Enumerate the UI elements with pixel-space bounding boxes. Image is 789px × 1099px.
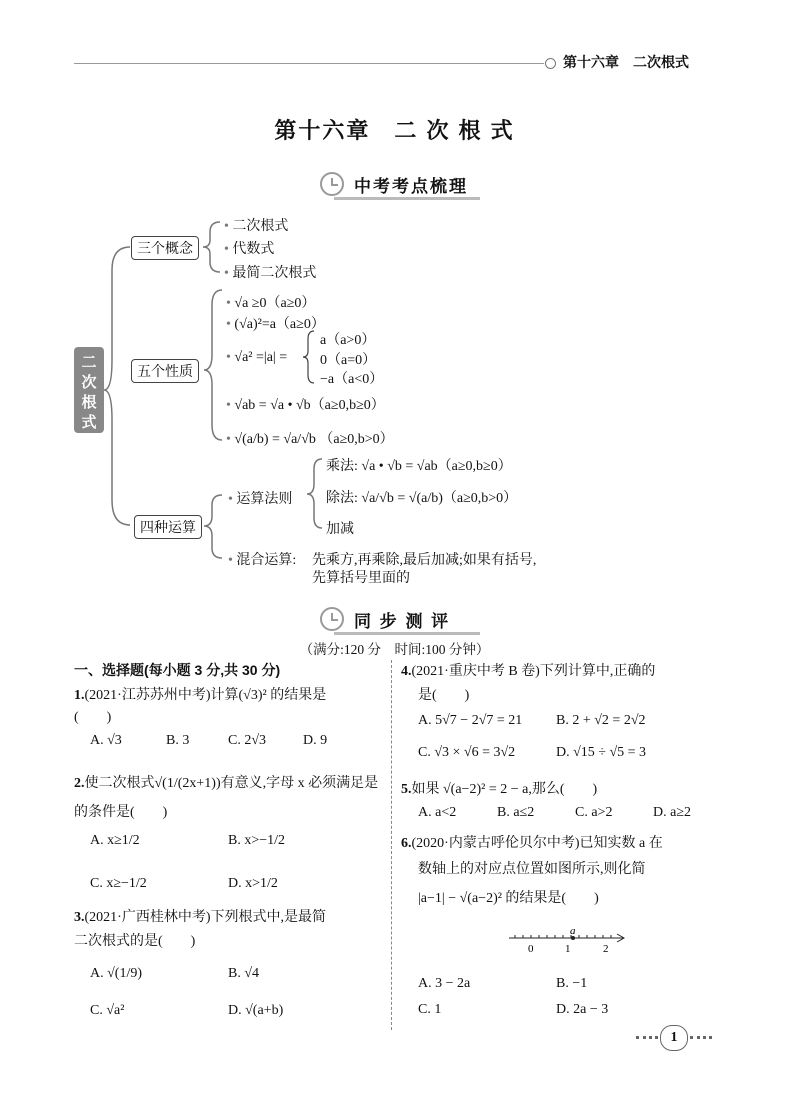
score-info: （满分:120 分 时间:100 分钟） xyxy=(299,642,490,657)
option[interactable]: A. a<2 xyxy=(418,805,457,820)
option[interactable]: A. √(1/9) xyxy=(90,966,143,981)
rule-multiply: 乘法: √a • √b = √ab（a≥0,b≥0） xyxy=(326,459,512,474)
option[interactable]: D. a≥2 xyxy=(653,805,692,820)
section-banner-review: 中考考点梳理 xyxy=(320,172,480,198)
page-dots-right xyxy=(690,1036,712,1039)
concept-item: • 最简二次根式 xyxy=(224,266,317,281)
running-header: 第十六章 二次根式 xyxy=(563,54,689,70)
concept-item: • 二次根式 xyxy=(224,219,289,234)
mixed-label: • 混合运算: xyxy=(228,553,297,568)
question-4-cont: 是( ) xyxy=(418,688,470,703)
question-2: 2.使二次根式√(1/(2x+1))有意义,字母 x 必须满足是 xyxy=(74,776,379,791)
chapter-title: 第十六章 二 次 根 式 xyxy=(274,118,515,143)
question-2-cont: 的条件是( ) xyxy=(74,805,168,820)
column-divider xyxy=(391,660,392,1030)
properties-box: 五个性质 xyxy=(131,359,199,383)
option[interactable]: B. √4 xyxy=(228,966,260,981)
question-1: 1.(2021·江苏苏州中考)计算(√3)² 的结果是 xyxy=(74,688,327,703)
option[interactable]: A. √3 xyxy=(90,733,122,748)
operations-box: 四种运算 xyxy=(134,515,202,539)
option[interactable]: B. 3 xyxy=(166,733,190,748)
option[interactable]: C. x≥−1/2 xyxy=(90,876,147,891)
property-5: • √(a/b) = √a/√b （a≥0,b>0） xyxy=(226,432,394,447)
abs-cases-brace xyxy=(300,329,320,387)
question-5: 5.如果 √(a−2)² = 2 − a,那么( ) xyxy=(401,782,598,797)
option[interactable]: A. 5√7 − 2√7 = 21 xyxy=(418,713,523,728)
concept-item: • 代数式 xyxy=(224,242,275,257)
option[interactable]: A. 3 − 2a xyxy=(418,976,471,991)
concepts-box: 三个概念 xyxy=(131,236,199,260)
option[interactable]: D. 9 xyxy=(303,733,328,748)
option[interactable]: B. x>−1/2 xyxy=(228,833,286,848)
question-6: 6.(2020·内蒙古呼伦贝尔中考)已知实数 a 在 xyxy=(401,836,663,851)
point-label: a xyxy=(570,925,576,937)
question-3: 3.(2021·广西桂林中考)下列根式中,是最简 xyxy=(74,910,326,925)
option[interactable]: B. 2 + √2 = 2√2 xyxy=(556,713,646,728)
option[interactable]: C. 1 xyxy=(418,1002,442,1017)
option[interactable]: C. √a² xyxy=(90,1003,125,1018)
question-4: 4.(2021·重庆中考 B 卷)下列计算中,正确的 xyxy=(401,664,656,679)
mixed-text: 先算括号里面的 xyxy=(312,571,410,586)
property-4: • √ab = √a • √b（a≥0,b≥0） xyxy=(226,398,385,413)
property-1: • √a ≥0（a≥0） xyxy=(226,296,316,311)
part-title: 一、选择题(每小题 3 分,共 30 分) xyxy=(74,662,281,678)
option[interactable]: D. 2a − 3 xyxy=(556,1002,609,1017)
rule-divide: 除法: √a/√b = √(a/b)（a≥0,b>0） xyxy=(326,491,518,506)
clock-icon xyxy=(320,607,344,631)
question-6-cont: 数轴上的对应点位置如图所示,则化简 xyxy=(418,862,646,877)
property-2: • (√a)²=a（a≥0） xyxy=(226,317,325,332)
page-dots-left xyxy=(636,1036,658,1039)
question-3-cont: 二次根式的是( ) xyxy=(74,934,196,949)
question-6-cont: |a−1| − √(a−2)² 的结果是( ) xyxy=(418,891,599,906)
abs-case: −a（a<0） xyxy=(320,372,384,387)
section-banner-test: 同 步 测 评 xyxy=(320,607,480,633)
tick-label: 1 xyxy=(565,943,571,955)
option[interactable]: D. √15 ÷ √5 = 3 xyxy=(556,745,647,760)
option[interactable]: C. a>2 xyxy=(575,805,613,820)
question-1-paren: ( ) xyxy=(74,710,112,725)
option[interactable]: B. a≤2 xyxy=(497,805,535,820)
rules-label: • 运算法则 xyxy=(228,492,293,507)
option[interactable]: D. x>1/2 xyxy=(228,876,278,891)
option[interactable]: A. x≥1/2 xyxy=(90,833,140,848)
property-3: • √a² =|a| = xyxy=(226,350,288,365)
option[interactable]: C. 2√3 xyxy=(228,733,267,748)
number-line xyxy=(505,924,635,958)
page-number: 1 xyxy=(660,1025,688,1051)
option[interactable]: C. √3 × √6 = 3√2 xyxy=(418,745,516,760)
mixed-text: 先乘方,再乘除,最后加减;如果有括号, xyxy=(312,553,537,568)
abs-case: a（a>0） xyxy=(320,333,376,348)
tick-label: 0 xyxy=(528,943,534,955)
option[interactable]: B. −1 xyxy=(556,976,588,991)
header-circle-icon xyxy=(545,58,556,69)
tick-label: 2 xyxy=(603,943,609,955)
abs-case: 0（a=0） xyxy=(320,353,377,368)
mindmap-root: 二 次 根 式 xyxy=(74,347,104,433)
rule-addsub: 加减 xyxy=(326,522,354,537)
header-rule xyxy=(74,63,544,64)
clock-icon xyxy=(320,172,344,196)
option[interactable]: D. √(a+b) xyxy=(228,1003,284,1018)
